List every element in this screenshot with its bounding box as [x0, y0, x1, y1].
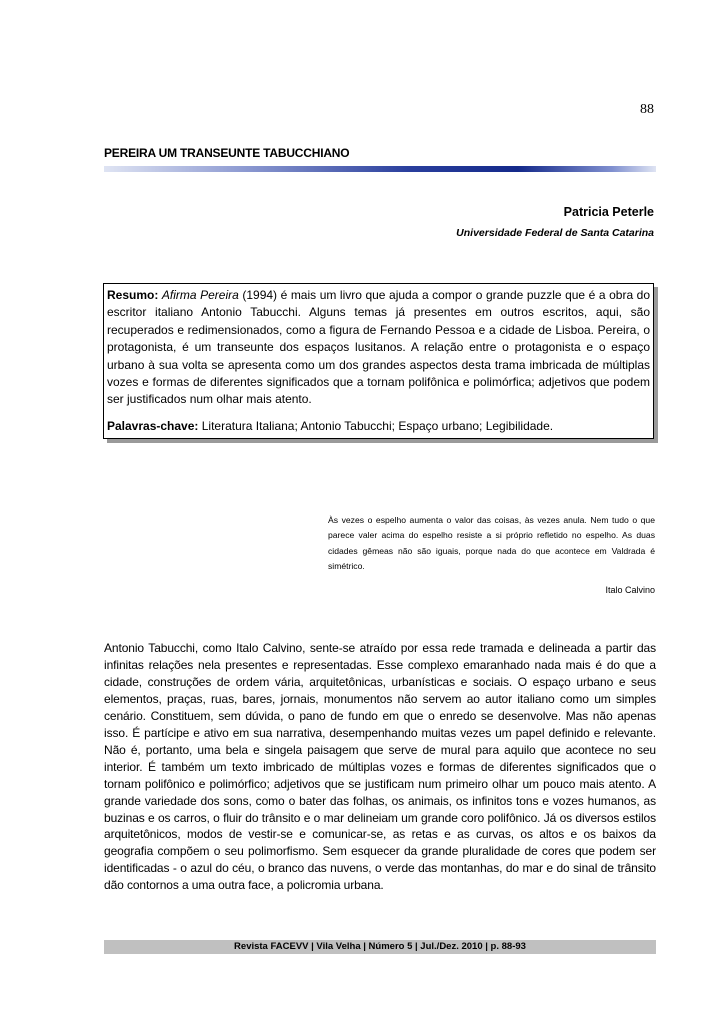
- abstract-book-title: Afirma Pereira: [161, 288, 239, 302]
- body-paragraph: Antonio Tabucchi, como Italo Calvino, sente-se atraído por essa rede tramada e delineada a partir das infinitas relações nela presentes e representadas. Esse complexo emaranhado nada mais é do que a cidade, construções de ordem vária, arquitetônicas, urbanísticas e sociais. O espaço urbano e seus elementos, praças, ruas, bares, jornais, monumentos não servem ao autor italiano como um simples cenário. Constituem, sem dúvida, o pano de fundo em que o enredo se desenvolve. Mas não apenas isso. É partícipe e ativo em sua narrativa, desempenhando muitas vezes um papel definido e relevante. Não é, portanto, uma bela e singela paisagem que serve de mural para aquilo que acontece no seu interior. É também um texto imbricado de múltiplas vozes e formas de diferentes significados que o tornam polifônico e polimórfico; adjetivos que se justificam num primeiro olhar um pouco mais atento. A grande variedade dos sons, como o bater das folhas, os animais, os infinitos tons e vozes humanos, as buzinas e os carros, o fluir do trânsito e o mar delineiam um grande coro polifônico. Já os diversos estilos arquitetônicos, modos de vestir-se e comunicar-se, as retas e as curvas, os altos e os baixos da geografia compõem o seu polimorfismo. Sem esquecer da grande pluralidade de cores que podem ser identificadas - o azul do céu, o branco das nuvens, o verde das montanhas, do mar e do sinal de trânsito dão contornos a uma outra face, a policromia urbana.: [104, 641, 656, 893]
- journal-footer: Revista FACEVV | Vila Velha | Número 5 | Jul./Dez. 2010 | p. 88-93: [104, 940, 656, 954]
- abstract-paragraph: [107, 287, 650, 409]
- abstract-text: (1994) é mais um livro que ajuda a compor o grande puzzle que é a obra do escritor italiano Antonio Tabucchi. Alguns temas já presentes em outros escritos, aqui, são recuperados e redimensionados, como a figura de Fernando Pessoa e a cidade de Lisboa. Pereira, o protagonista, é um transeunte dos espaços lusitanos. A relação entre o protagonista e o espaço urbano à sua volta se apresenta como um dos grandes aspectos desta trama imbricada de múltiplas vozes e formas de diferentes significados que a tornam polifônica e polimórfica; adjetivos que podem ser justificados num olhar mais atento.: [107, 288, 651, 407]
- abstract-label: Resumo:: [107, 288, 159, 302]
- epigraph-author: Italo Calvino: [605, 585, 655, 595]
- title-rule: [104, 166, 656, 172]
- page-number: 88: [640, 102, 654, 117]
- keywords-paragraph: [107, 418, 650, 435]
- keywords-label: Palavras-chave:: [107, 418, 199, 433]
- epigraph-quote: Às vezes o espelho aumenta o valor das coisas, às vezes anula. Nem tudo o que parece valer acima do espelho resiste a si próprio refletido no espelho. As duas cidades gêmeas não são iguais, porque nada do que acontece em Valdrada é simétrico.: [328, 515, 655, 571]
- article-title: PEREIRA UM TRANSEUNTE TABUCCHIANO: [104, 146, 350, 160]
- author-affiliation: Universidade Federal de Santa Catarina: [456, 227, 654, 239]
- abstract-box: [103, 283, 654, 439]
- author-name: Patricia Peterle: [563, 205, 654, 219]
- keywords-text: Literatura Italiana; Antonio Tabucchi; Espaço urbano; Legibilidade.: [198, 418, 554, 433]
